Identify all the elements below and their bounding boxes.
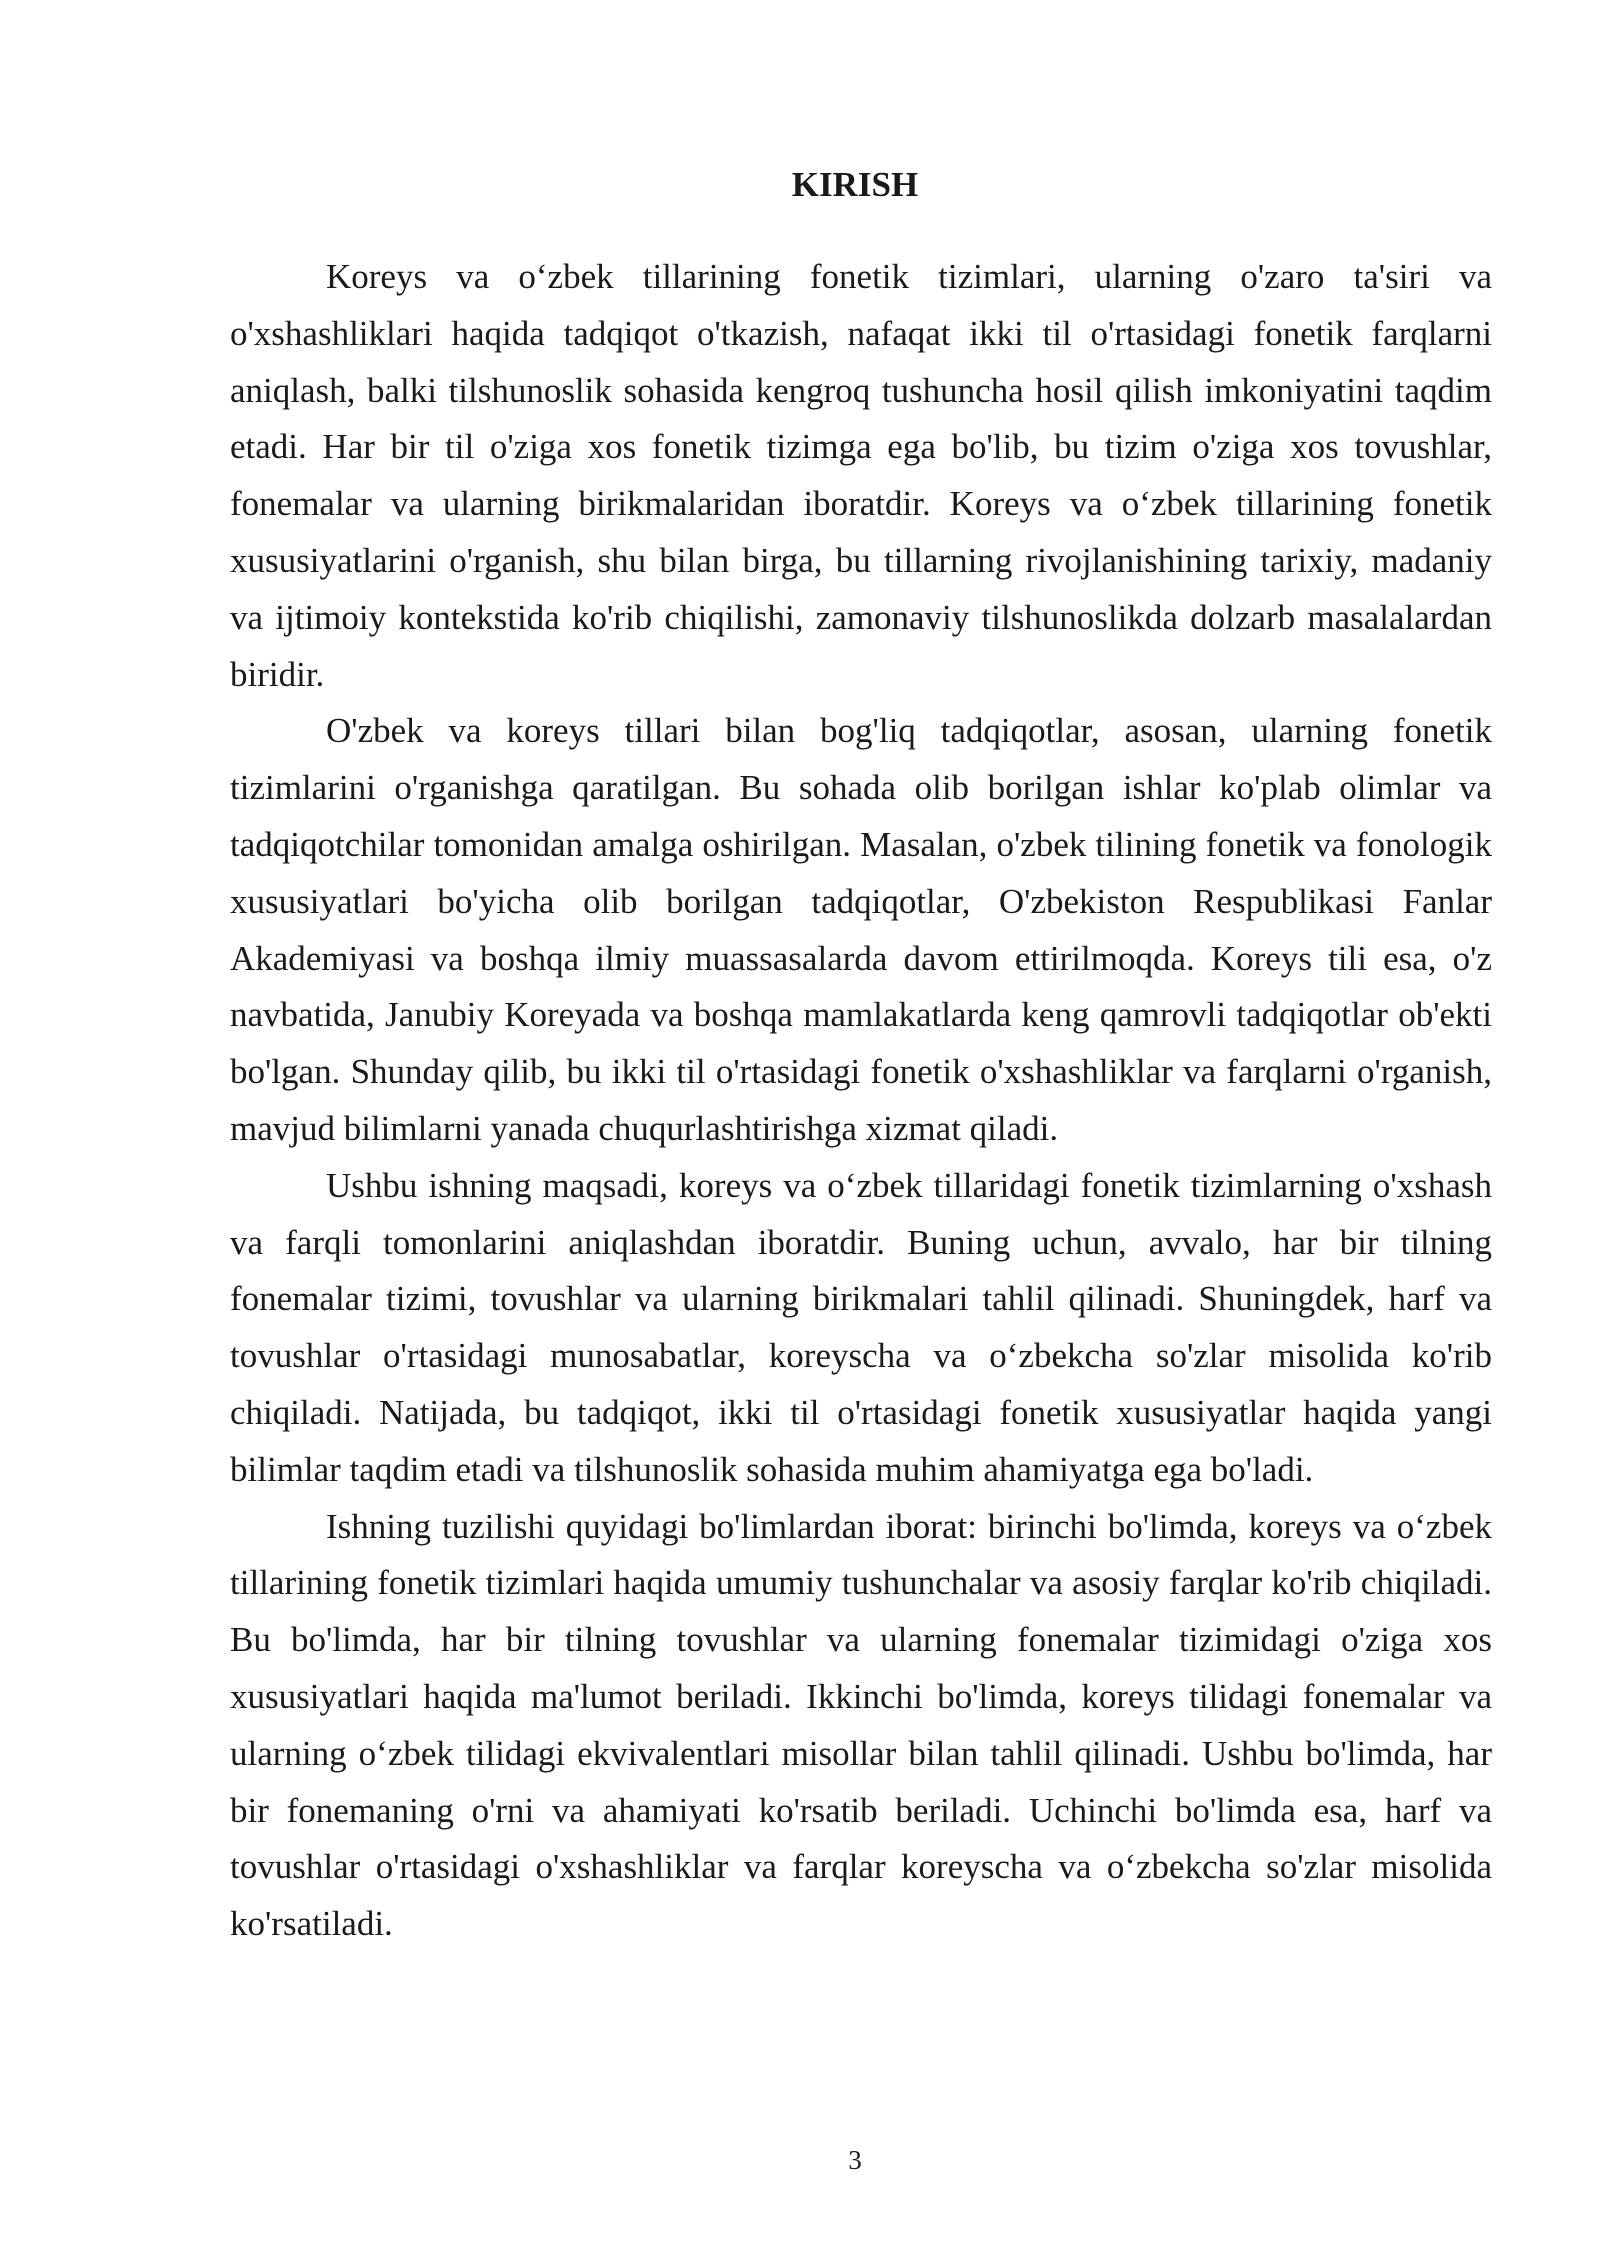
paragraph-4: Ishning tuzilishi quyidagi bo'limlardan iborat: birinchi bo'limda, koreys va o‘zbek tillarining fonetik tizimlari haqida umumiy tushunchalar va asosiy farqlar ko'rib chiqiladi. Bu bo'limda, har bir tilning tovushlar va ularning fonemalar tizimidagi o'ziga xos xususiyatlari haqida ma'lumot beriladi. Ikkinchi bo'limda, koreys tilidagi fonemalar va ularning o‘zbek tilidagi ekvivalentlari misollar bilan tahlil qilinadi. Ushbu bo'limda, har bir fonemaning o'rni va ahamiyati ko'rsatib beriladi. Uchinchi bo'limda esa, harf va tovushlar o'rtasidagi o'xshashliklar va farqlar koreyscha va o‘zbekcha so'zlar misolida ko'rsatiladi. xyxy=(230,1506,1492,1944)
paragraph-3: Ushbu ishning maqsadi, koreys va o‘zbek tillaridagi fonetik tizimlarning o'xshash va farqli tomonlarini aniqlashdan iboratdir. Buning uchun, avvalo, har bir tilning fonemalar tizimi, tovushlar va ularning birikmalari tahlil qilinadi. Shuningdek, harf va tovushlar o'rtasidagi munosabatlar, koreyscha va o‘zbekcha so'zlar misolida ko'rib chiqiladi. Natijada, bu tadqiqot, ikki til o'rtasidagi fonetik xususiyatlar haqida yangi bilimlar taqdim etadi va tilshunoslik sohasida muhim ahamiyatga ega bo'ladi. xyxy=(230,1165,1492,1489)
page-number: 3 xyxy=(848,2145,862,2175)
paragraph-2: O'zbek va koreys tillari bilan bog'liq tadqiqotlar, asosan, ularning fonetik tizimlarini o'rganishga qaratilgan. Bu sohada olib borilgan ishlar ko'plab olimlar va tadqiqotchilar tomonidan amalga oshirilgan. Masalan, o'zbek tilining fonetik va fonologik xususiyatlari bo'yicha olib borilgan tadqiqotlar, O'zbekiston Respublikasi Fanlar Akademiyasi va boshqa ilmiy muassasalarda davom ettirilmoqda. Koreys tili esa, o'z navbatida, Janubiy Koreyada va boshqa mamlakatlarda keng qamrovli tadqiqotlar ob'ekti bo'lgan. Shunday qilib, bu ikki til o'rtasidagi fonetik o'xshashliklar va farqlarni o'rganish, mavjud bilimlarni yanada chuqurlashtirishga xizmat qiladi. xyxy=(230,711,1492,1148)
page-title: KIRISH xyxy=(791,165,919,204)
paragraph-1: Koreys va o‘zbek tillarining fonetik tizimlari, ularning o'zaro ta'siri va o'xshashliklari haqida tadqiqot o'tkazish, nafaqat ikki til o'rtasidagi fonetik farqlarni aniqlash, balki tilshunoslik sohasida kengroq tushuncha hosil qilish imkoniyatini taqdim etadi. Har bir til o'ziga xos fonetik tizimga ega bo'lib, bu tizim o'ziga xos tovushlar, fonemalar va ularning birikmalaridan iboratdir. Koreys va o‘zbek tillarining fonetik xususiyatlarini o'rganish, shu bilan birga, bu tillarning rivojlanishining tarixiy, madaniy va ijtimoiy kontekstida ko'rib chiqilishi, zamonaviy tilshunoslikda dolzarb masalalardan biridir. xyxy=(230,257,1492,694)
body-text xyxy=(230,249,1492,1953)
